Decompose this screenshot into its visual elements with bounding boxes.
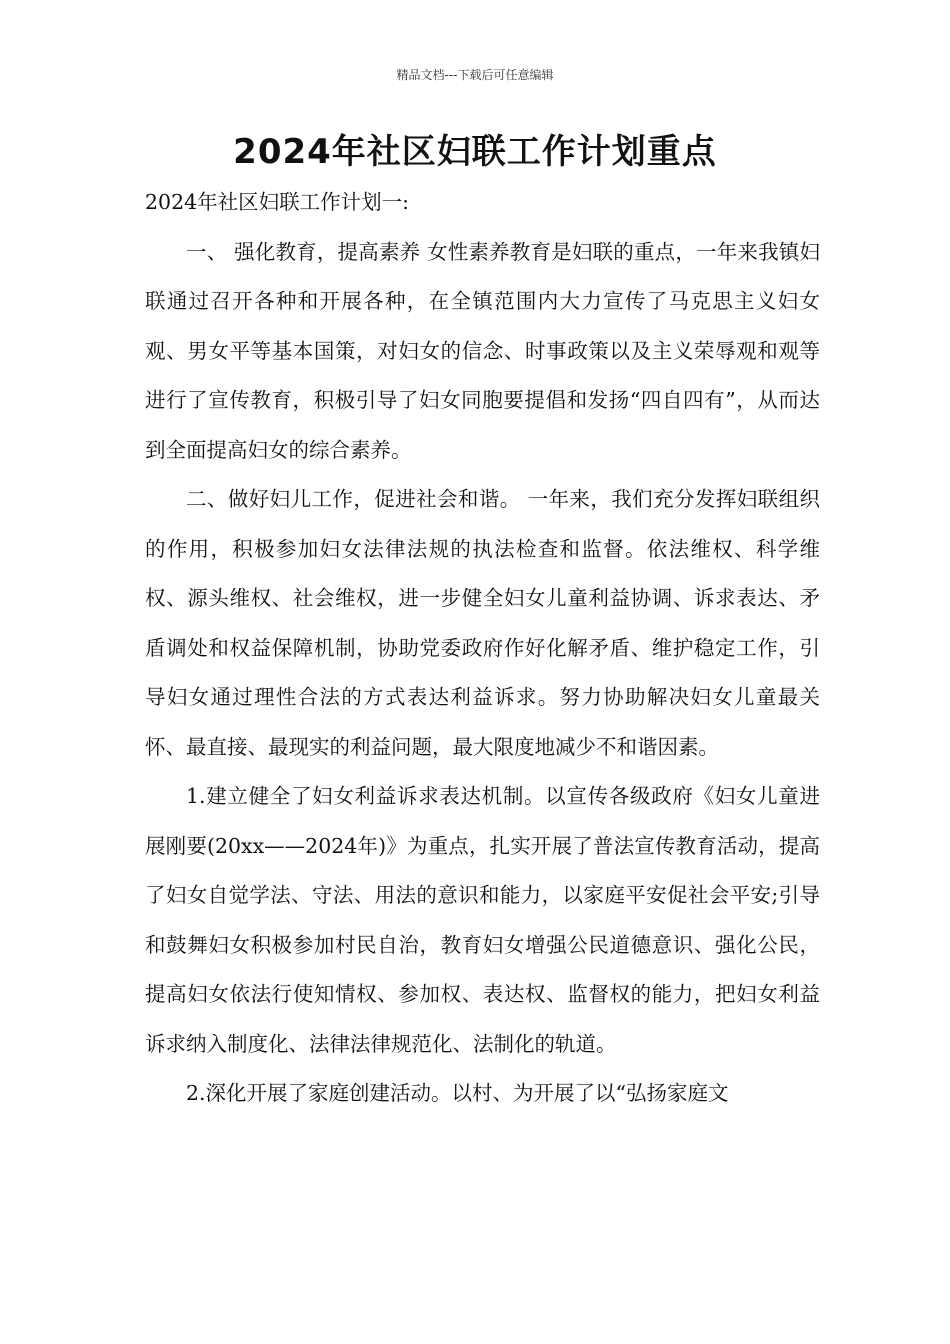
paragraph-section-1: 一、 强化教育，提高素养 女性素养教育是妇联的重点，一年来我镇妇联通过召开各种和开展各种，在全镇范围内大力宣传了马克思主义妇女观、男女平等基本国策，对妇女的信念、时事政策以及主义荣辱观和观等进行了宣传教育，积极引导了妇女同胞要提倡和发扬“四自四有”，从而达到全面提高妇女的综合素养。 — [145, 239, 820, 462]
paragraph-item-1: 1.建立健全了妇女利益诉求表达机制。以宣传各级政府《妇女儿童进展刚要(20xx——2024年)》为重点，扎实开展了普法宣传教育活动，提高了妇女自觉学法、守法、用法的意识和能力，以家庭平安促社会平安;引导和鼓舞妇女积极参加村民自治，教育妇女增强公民道德意识、强化公民，提高妇女依法行使知情权、参加权、表达权、监督权的能力，把妇女利益诉求纳入制度化、法律法律规范化、法制化的轨道。 — [145, 784, 820, 1056]
paragraph-section-2: 二、做好妇儿工作，促进社会和谐。 一年来，我们充分发挥妇联组织的作用，积极参加妇女法律法规的执法检查和监督。依法维权、科学维权、源头维权、社会维权，进一步健全妇女儿童利益协调、诉求表达、矛盾调处和权益保障机制，协助党委政府作好化解矛盾、维护稳定工作，引导妇女通过理性合法的方式表达利益诉求。努力协助解决妇女儿童最关怀、最直接、最现实的利益问题，最大限度地减少不和谐因素。 — [145, 487, 820, 759]
document-body — [145, 178, 820, 1119]
paragraph-item-2: 2.深化开展了家庭创建活动。以村、为开展了以“弘扬家庭文 — [186, 1081, 729, 1105]
paragraph-subtitle: 2024年社区妇联工作计划一: — [145, 190, 410, 214]
document-title: 2024年社区妇联工作计划重点 — [233, 132, 717, 172]
header-note: 精品文档---下载后可任意编辑 — [396, 68, 554, 82]
